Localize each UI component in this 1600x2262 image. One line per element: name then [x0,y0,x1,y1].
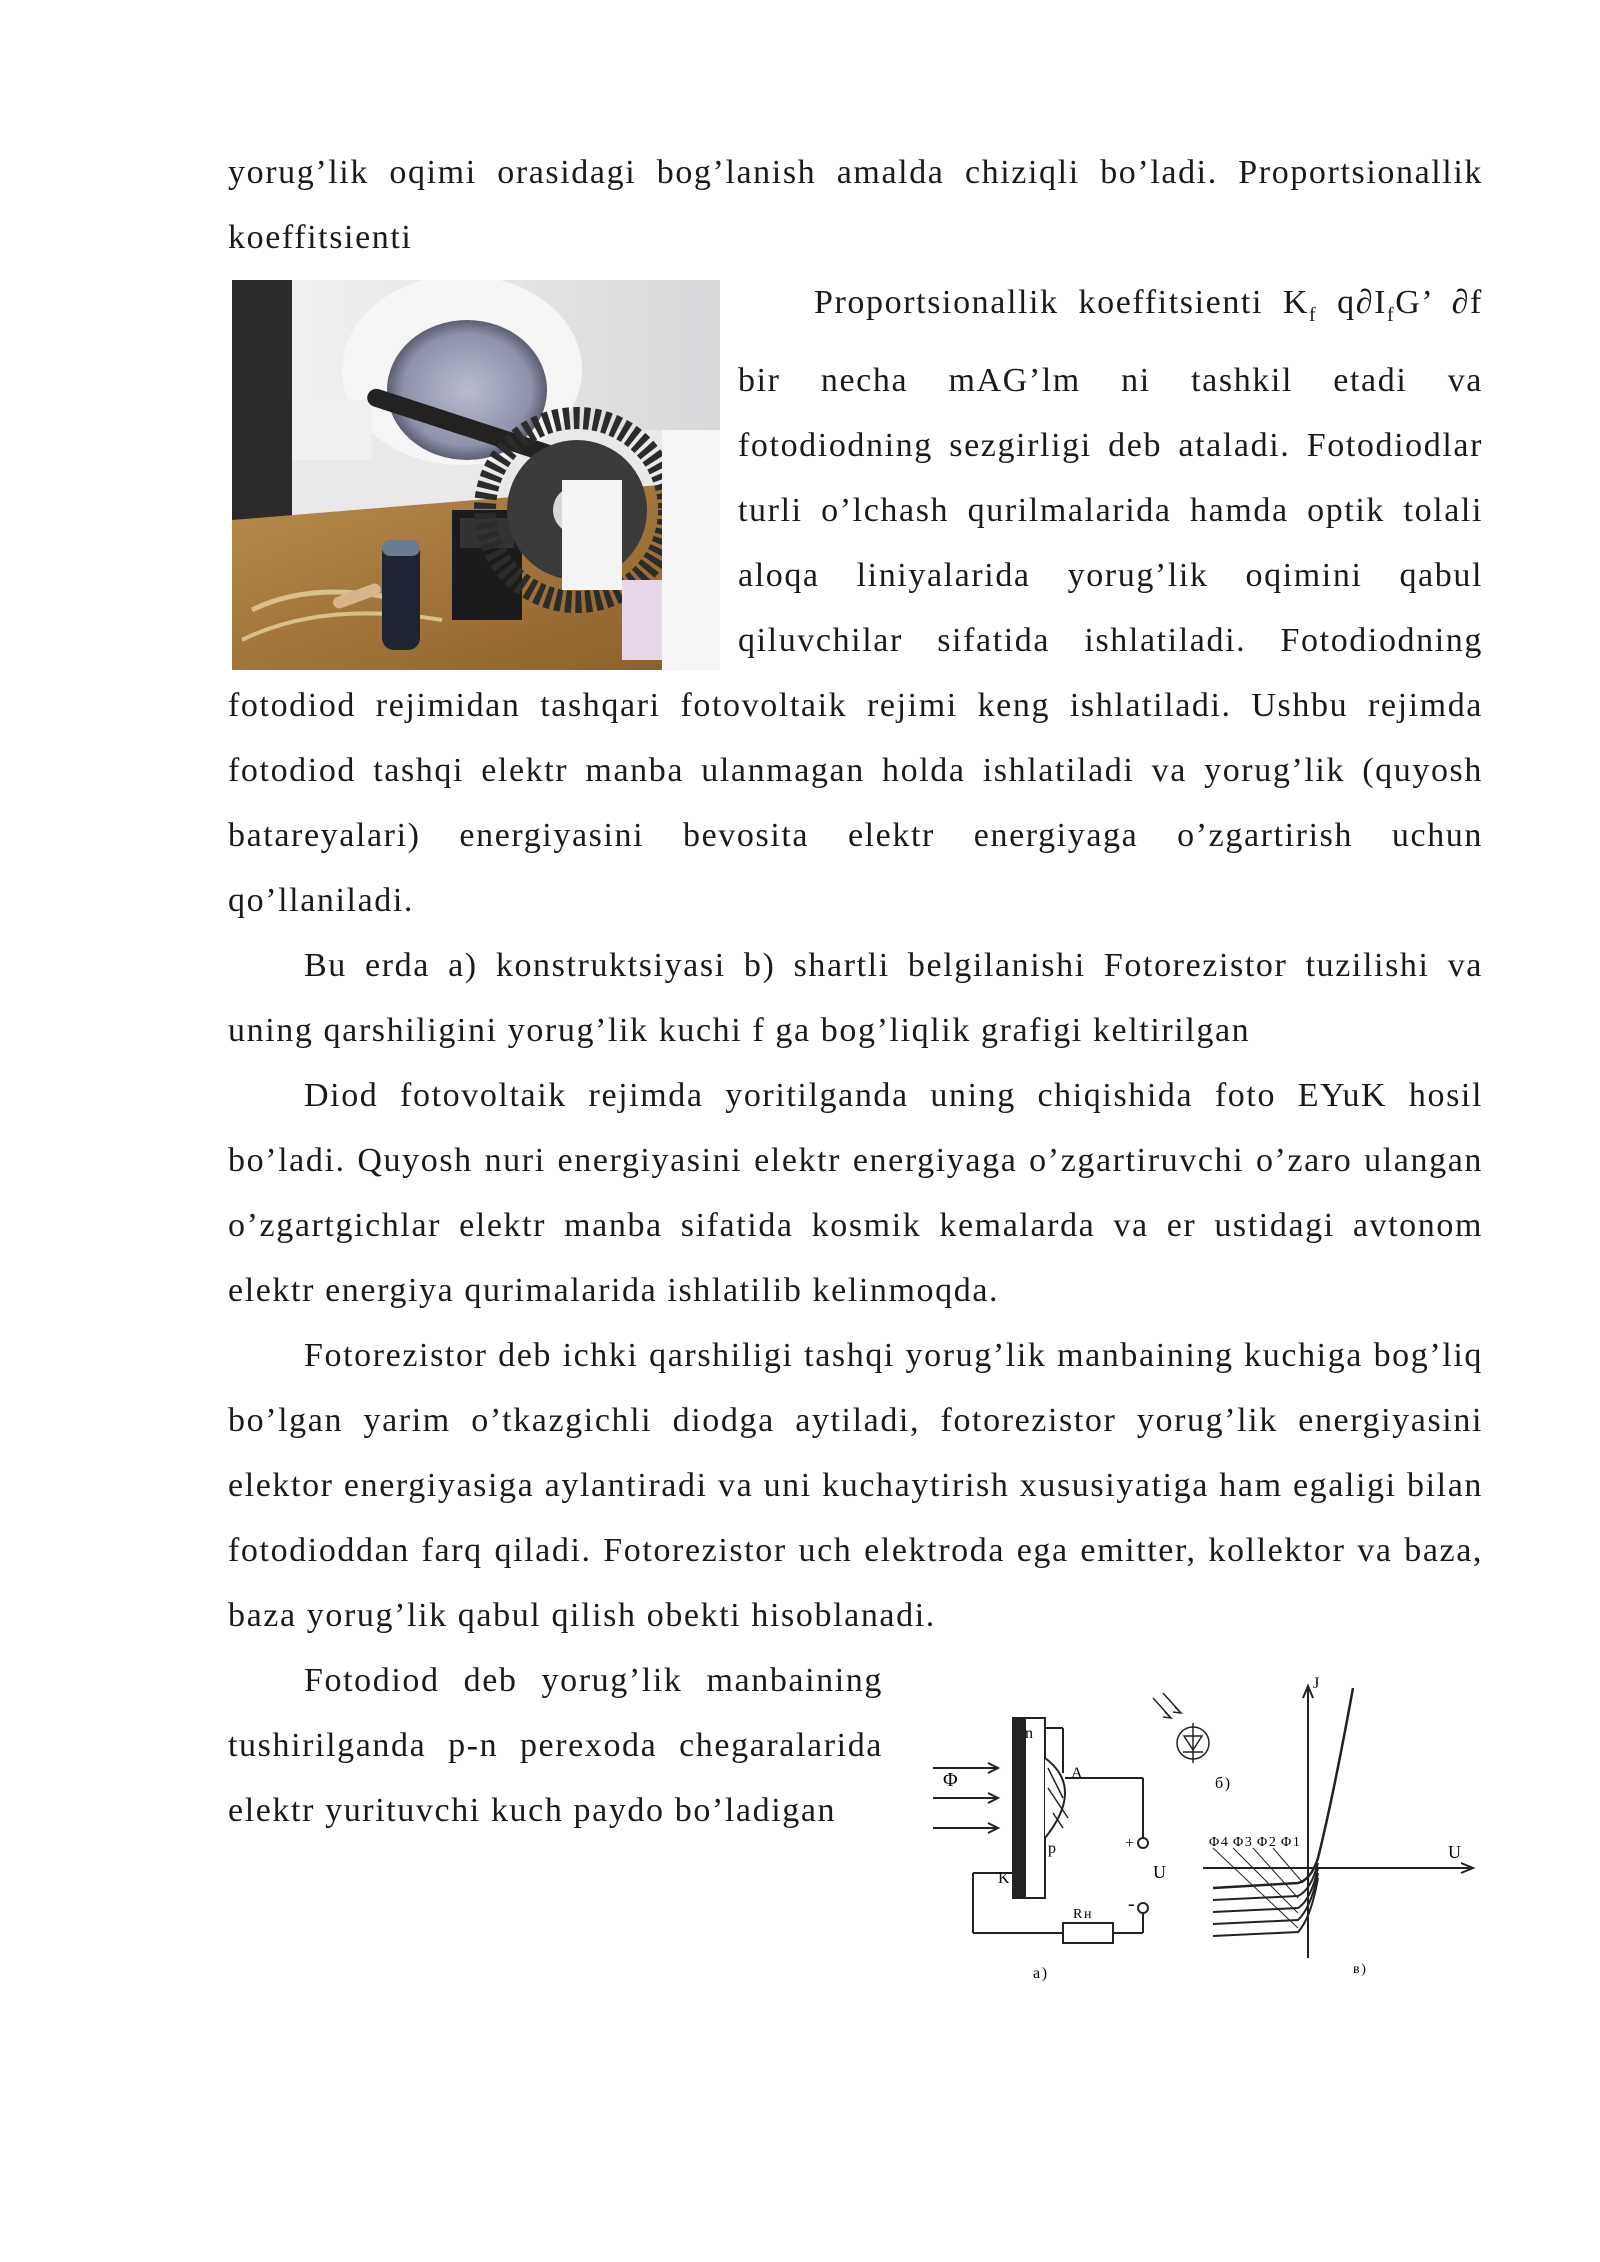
label-phi: Φ [943,1768,960,1791]
curve-label-phi2: Φ2 [1257,1834,1278,1850]
text-body [228,140,1483,1988]
label-minus: - [1128,1892,1137,1915]
label-K: K [998,1869,1012,1887]
paragraph-3: Bu erda a) konstruktsiyasi b) shartli belgilanishi Fotorezistor tuzilishi va uning qarshiligini yorug’lik kuchi f ga bog’liqlik grafigi keltirilgan [228,946,1483,1049]
curve-label-phi3: Φ3 [1233,1834,1254,1850]
diagram-b-symbol [1153,1693,1209,1763]
curve-label-phi4: Φ4 [1209,1834,1230,1850]
paragraph-1: yorug’lik oqimi orasidagi bog’lanish amalda chiziqli bo’ladi. Proportsionallik koeffitsienti [228,154,1483,256]
label-n: n [1025,1724,1035,1742]
label-b: б) [1215,1774,1232,1792]
subscript-f-1: f [1309,303,1318,326]
paragraph-2-text-b: q∂I [1317,284,1388,321]
fotodiod-diagram [913,1668,1483,1988]
paragraph-6: Fotodiod deb yorug’lik manbaining tushirilganda p-n perexoda chegaralarida elektr yurituvchi kuch paydo bo’ladigan [228,1661,883,1829]
label-plus: + [1125,1834,1136,1852]
curve-label-phi1: Φ1 [1281,1834,1302,1850]
label-a: a) [1033,1964,1049,1982]
paragraph-2-text-a: Proportsionallik koeffitsienti K [814,284,1309,321]
paragraph-5: Fotorezistor deb ichki qarshiligi tashqi yorug’lik manbaining kuchiga bog’liq bo’lgan yarim o’tkazgichli diodga aytiladi, fotorezistor yorug’lik energiyasini elektor energiyasiga aylantiradi va uni kuchaytirish xususiyatiga ham egaligi bilan fotodioddan farq qiladi. Fotorezistor uch elektroda ega emitter, kollektor va baza, baza yorug’lik qabul qilish obekti hisoblanadi. [228,1336,1483,1634]
paragraph-2-text-c: G’ ∂f bir necha mAG’lm ni tashkil etadi va fotodiodning sezgirligi deb ataladi. Fotodiodlar turli o’lchash qurilmalarida hamda optik tolali aloqa liniyalarida yorug’lik oqimini qabul qiluvchilar sifatida ishlatiladi. Fotodiodning fotodiod rejimidan tashqari fotovoltaik rejimi keng ishlatiladi. Ushbu rejimda fotodiod tashqi elektr manba ulanmagan holda ishlatiladi va yorug’lik (quyosh batareyalari) energiyasini bevosita elektr energiyaga o’zgartirish uchun qo’llaniladi. [228,284,1483,919]
diagram-v-iv-curves [1203,1686,1473,1958]
label-U-axis: U [1448,1841,1463,1862]
label-p: p [1048,1839,1058,1857]
label-U-circuit: U [1153,1861,1168,1882]
label-Rn: Rн [1073,1906,1094,1922]
label-v: в) [1353,1961,1368,1977]
label-A: A [1071,1764,1085,1782]
subscript-f-2: f [1387,303,1396,326]
label-J: J [1313,1674,1321,1692]
diagram-a-construction [933,1718,1148,1943]
paragraph-4: Diod fotovoltaik rejimda yoritilganda uning chiqishida foto EYuK hosil bo’ladi. Quyosh nuri energiyasini elektr energiyaga o’zgartiruvchi o’zaro ulangan o’zgartgichlar elektr manba sifatida kosmik kemalarda va er ustidagi avtonom elektr energiya qurimalarida ishlatilib kelinmoqda. [228,1076,1483,1309]
photo-fotodiod-device [232,280,720,670]
